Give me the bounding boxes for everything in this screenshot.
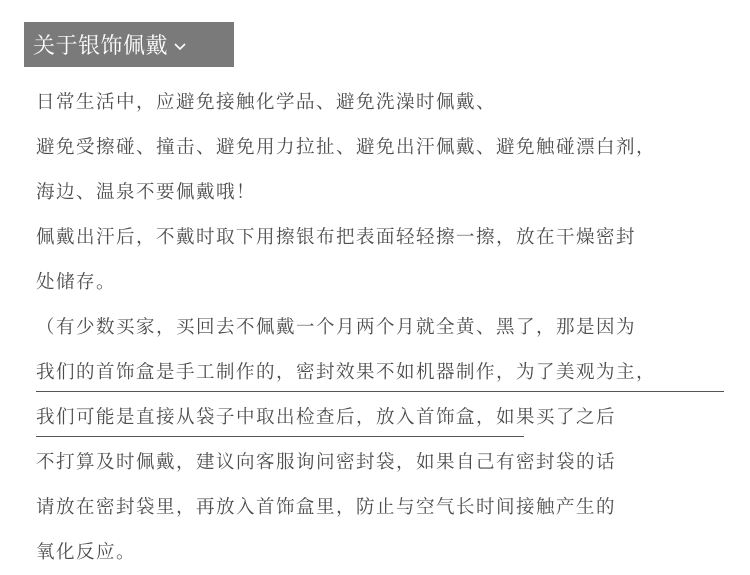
text-line: 佩戴出汗后，不戴时取下用擦银布把表面轻轻擦一擦，放在干燥密封 — [36, 227, 637, 248]
text-line: （有少数买家，买回去不佩戴一个月两个月就全黄、黑了，那是因为 — [36, 317, 637, 338]
section-title-bar[interactable] — [24, 22, 234, 67]
text-line: 日常生活中，应避免接触化学品、避免洗澡时佩戴、 — [36, 92, 497, 113]
text-line: 氧化反应。 — [36, 542, 137, 563]
underlined-text: 我们的首饰盒是手工制作的，密封效果不如机器制作，为了美观为主， — [36, 362, 657, 383]
text-line: 不打算及时佩戴，建议向客服询问密封袋，如果自己有密封袋的话 — [36, 452, 617, 473]
section-title: 关于银饰佩戴 — [33, 34, 169, 59]
underlined-text: 我们可能是直接从袋子中取出检查后，放入首饰盒，如果买了之后 — [36, 407, 617, 428]
text-line: 处储存。 — [36, 272, 117, 293]
text-line-underlined — [36, 350, 736, 395]
text-line: 避免受擦碰、撞击、避免用力拉扯、避免出汗佩戴、避免触碰漂白剂， — [36, 137, 657, 158]
underline — [36, 391, 724, 392]
text-line-underlined — [36, 395, 736, 440]
text-line: 海边、温泉不要佩戴哦！ — [36, 182, 257, 203]
text-line: 请放在密封袋里，再放入首饰盒里，防止与空气长时间接触产生的 — [36, 497, 617, 518]
underline — [36, 436, 524, 437]
care-instructions — [36, 80, 736, 575]
chevron-down-icon[interactable] — [174, 43, 186, 51]
